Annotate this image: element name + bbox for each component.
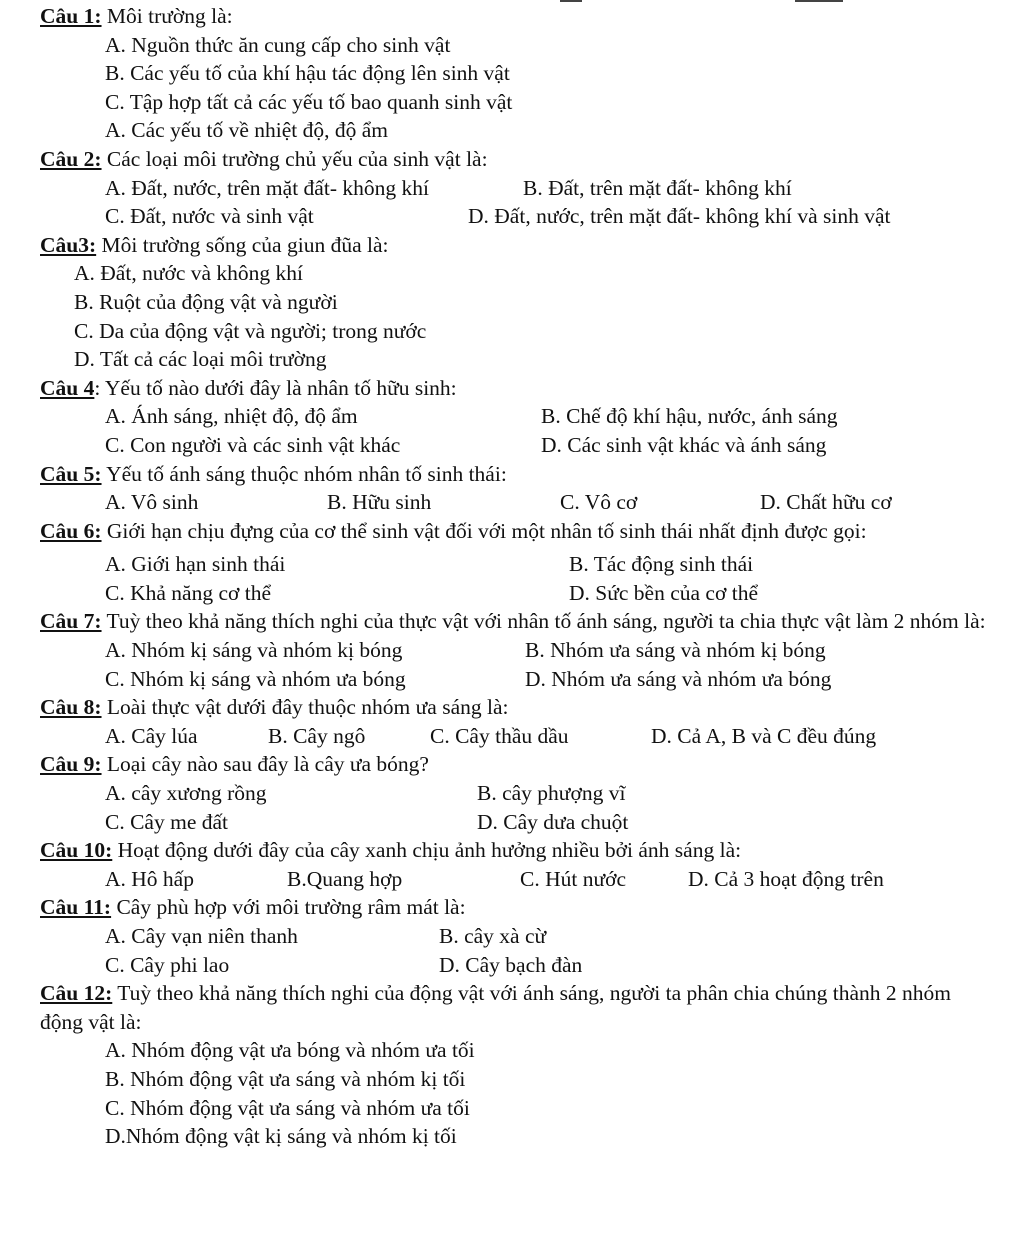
option-a: A. Nguồn thức ăn cung cấp cho sinh vật: [105, 32, 451, 57]
option-a: A. Đất, nước, trên mặt đất- không khí: [105, 175, 429, 200]
question-7: [0, 607, 1024, 693]
question-text: Tuỳ theo khả năng thích nghi của thực vật với nhân tố ánh sáng, người ta chia thực vật làm 2 nhóm là:: [101, 609, 986, 634]
option-d: D. Sức bền của cơ thể: [569, 580, 758, 605]
option-c: C. Đất, nước và sinh vật: [105, 204, 314, 229]
option-d: D. Tất cả các loại môi trường: [74, 347, 327, 372]
option-a: A. Ánh sáng, nhiệt độ, độ ẩm: [105, 404, 358, 429]
question-stem: [0, 2, 1024, 31]
question-12: [0, 979, 1024, 1151]
option-d: A. Các yếu tố về nhiệt độ, độ ẩm: [105, 118, 389, 143]
option-d: D. Cây dưa chuột: [477, 809, 629, 834]
option-d: D. Cây bạch đàn: [439, 952, 583, 977]
option-a: A. Nhóm động vật ưa bóng và nhóm ưa tối: [105, 1038, 475, 1063]
question-number: Câu3:: [40, 232, 97, 257]
question-text: Cây phù hợp với môi trường râm mát là:: [111, 895, 466, 920]
option-b: B. cây phượng vĩ: [477, 781, 626, 806]
question-number: Câu 4: [40, 375, 95, 400]
option-b: B. Đất, trên mặt đất- không khí: [523, 175, 792, 200]
question-number: Câu 11:: [40, 895, 112, 920]
quiz-page: [0, 2, 1024, 1151]
question-text: : Yếu tố nào dưới đây là nhân tố hữu sinh:: [94, 375, 457, 400]
option-d: D. Chất hữu cơ: [760, 490, 892, 515]
option-b: B. Tác động sinh thái: [569, 552, 754, 577]
option-b: B. Cây ngô: [268, 723, 366, 748]
question-4: [0, 374, 1024, 460]
question-number: Câu 6:: [40, 518, 102, 543]
option-a: A. Đất, nước và không khí: [74, 261, 304, 286]
question-text: Các loại môi trường chủ yếu của sinh vật là:: [101, 146, 488, 171]
question-stem: [0, 979, 1024, 1036]
option-b: B. Nhóm ưa sáng và nhóm kị bóng: [525, 638, 826, 663]
option-a: A. Cây lúa: [105, 723, 198, 748]
question-text: Môi trường sống của giun đũa là:: [96, 232, 389, 257]
question-5: [0, 460, 1024, 517]
option-b: B. Hữu sinh: [327, 490, 432, 515]
option-a: A. Vô sinh: [105, 490, 199, 515]
option-a: A. Cây vạn niên thanh: [105, 924, 298, 948]
option-c: C. Con người và các sinh vật khác: [105, 432, 401, 457]
question-2: [0, 145, 1024, 231]
question-number: Câu 9:: [40, 752, 102, 777]
option-c: C. Khả năng cơ thể: [105, 580, 272, 605]
question-text: Loài thực vật dưới đây thuộc nhóm ưa sáng là:: [101, 695, 509, 720]
option-b: B. Chế độ khí hậu, nước, ánh sáng: [541, 404, 838, 429]
question-11: [0, 893, 1024, 979]
question-number: Câu 10:: [40, 838, 113, 863]
option-d: D. Nhóm ưa sáng và nhóm ưa bóng: [525, 666, 832, 691]
question-stem: [0, 231, 1024, 260]
question-number: Câu 12:: [40, 981, 113, 1006]
question-stem: [0, 374, 1024, 403]
question-stem: [0, 517, 1024, 546]
option-b: B. Các yếu tố của khí hậu tác động lên sinh vật: [105, 61, 510, 86]
option-c: C. Nhóm kị sáng và nhóm ưa bóng: [105, 666, 406, 691]
option-d: D.Nhóm động vật kị sáng và nhóm kị tối: [105, 1124, 457, 1149]
option-a: A. cây xương rồng: [105, 781, 267, 806]
question-stem: [0, 145, 1024, 174]
question-number: Câu 2:: [40, 146, 102, 171]
question-1: [0, 2, 1024, 145]
option-c: C. Cây phi lao: [105, 952, 230, 977]
question-stem: [0, 750, 1024, 779]
question-10: [0, 836, 1024, 893]
option-a: A. Hô hấp: [105, 866, 194, 891]
question-stem: [0, 893, 1024, 922]
option-c: C. Tập hợp tất cả các yếu tố bao quanh sinh vật: [105, 89, 513, 114]
option-c: C. Cây me đất: [105, 809, 229, 834]
option-c: C. Vô cơ: [560, 490, 638, 515]
question-number: Câu 5:: [40, 461, 102, 486]
option-d: D. Các sinh vật khác và ánh sáng: [541, 432, 827, 457]
question-number: Câu 7:: [40, 609, 102, 634]
option-b: B. Nhóm động vật ưa sáng và nhóm kị tối: [105, 1066, 466, 1091]
question-text: Tuỳ theo khả năng thích nghi của động vật với ánh sáng, người ta phân chia chúng thành 2 nhóm động vật là:: [40, 981, 952, 1034]
option-c: C. Nhóm động vật ưa sáng và nhóm ưa tối: [105, 1095, 470, 1120]
question-8: [0, 693, 1024, 750]
option-b: B.Quang hợp: [287, 866, 403, 891]
question-text: Loại cây nào sau đây là cây ưa bóng?: [101, 752, 429, 777]
option-c: C. Da của động vật và người; trong nước: [74, 318, 427, 343]
question-stem: [0, 460, 1024, 489]
option-d: D. Cả 3 hoạt động trên: [688, 866, 884, 891]
question-text: Yếu tố ánh sáng thuộc nhóm nhân tố sinh thái:: [101, 461, 507, 486]
question-3: [0, 231, 1024, 374]
question-number: Câu 1:: [40, 4, 102, 28]
option-b: B. cây xà cừ: [439, 924, 547, 948]
option-d: D. Cả A, B và C đều đúng: [651, 723, 877, 748]
option-a: A. Nhóm kị sáng và nhóm kị bóng: [105, 638, 403, 663]
question-text: Hoạt động dưới đây của cây xanh chịu ảnh hưởng nhiều bởi ánh sáng là:: [112, 838, 742, 863]
option-d: D. Đất, nước, trên mặt đất- không khí và sinh vật: [468, 204, 891, 229]
question-stem: [0, 693, 1024, 722]
question-text: Môi trường là:: [101, 4, 233, 28]
question-text: Giới hạn chịu đựng của cơ thể sinh vật đối với một nhân tố sinh thái nhất định được gọi:: [101, 518, 867, 543]
option-c: C. Hút nước: [520, 866, 627, 891]
option-b: B. Ruột của động vật và người: [74, 289, 338, 314]
option-a: A. Giới hạn sinh thái: [105, 552, 286, 577]
question-stem: [0, 607, 1024, 636]
question-6: [0, 517, 1024, 608]
question-number: Câu 8:: [40, 695, 102, 720]
question-stem: [0, 836, 1024, 865]
option-c: C. Cây thầu dầu: [430, 723, 569, 748]
question-9: [0, 750, 1024, 836]
